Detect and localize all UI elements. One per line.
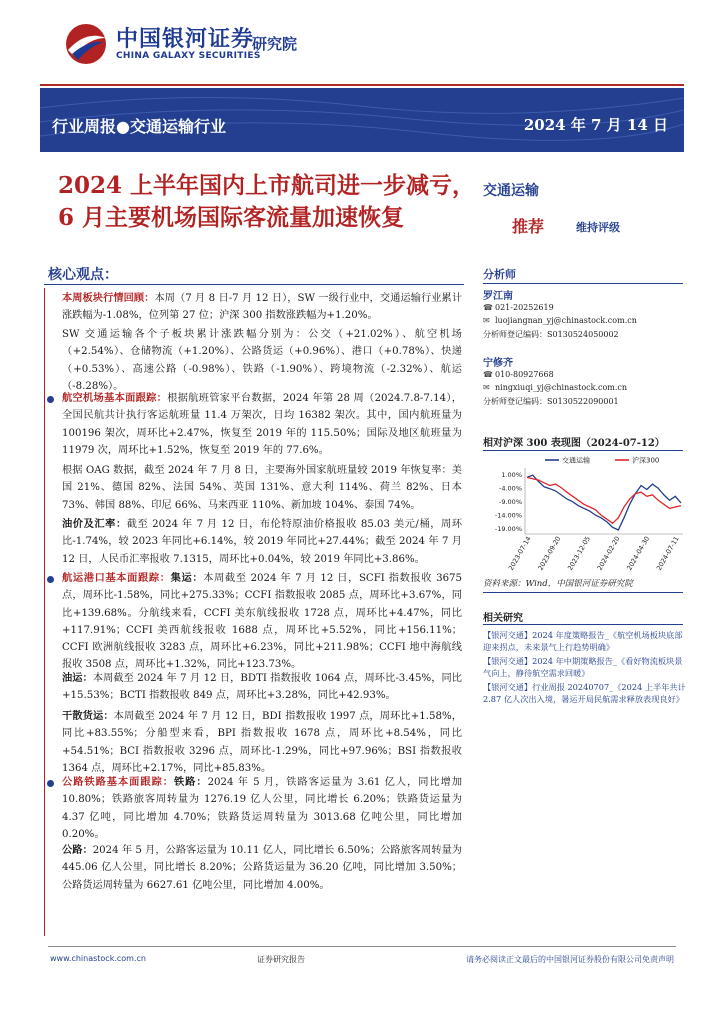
x-tick-label: 2024-07-11 [654, 535, 681, 572]
para-road: 公路：2024 年 5 月，公路客运量为 10.11 亿人，同比增长 6.50%；公路旅客周转量为 445.06 亿人公里，同比增长 8.20%；公路货运量为 36.20 亿吨，同比增加 3.50%；公路货运周转量为 6627.61 亿吨公里，同比增加 4.00%。 [62, 844, 462, 891]
related-report-1[interactable]: 【银河交通】2024 年度策略报告_《航空机场板块底部迎来拐点，未来景气上行趋势明确》 [483, 630, 683, 652]
analyst-1-name: 罗江南 [483, 291, 513, 302]
x-tick-label: 2023-09-20 [536, 535, 563, 572]
para-tanker: 油运：本周截至 2024 年 7 月 12 日，BDTI 指数报收 1064 点，周环比-3.45%，同比+15.53%；BCTI 指数报收 849 点，周环比+3.28%，同比+42.93%。 [62, 672, 462, 702]
series-line-2 [527, 477, 681, 523]
para-market-review: 本周板块行情回顾：本周（7 月 8 日-7 月 12 日），SW 一级行业中，交通运输行业累计涨跌幅为-1.08%，位列第 27 位；沪深 300 指数涨跌幅为+1.20%。 [62, 292, 463, 322]
analyst-1-phone: ☎ 021-20252619 [483, 303, 554, 312]
para-subsector-returns: SW 交通运输各个子板块累计涨跌幅分别为：公交（+21.02%）、航空机场（+2.54%）、仓储物流（+1.20%）、公路货运（+0.96%）、港口（+0.78%）、快递（+0.53%）、高速公路（-0.98%）、铁路（-1.90%）、跨境物流（-2.32%）、航运（-8.28%）。 [62, 329, 462, 392]
footer-divider [48, 946, 676, 947]
chart-divider [483, 450, 683, 451]
analyst-1-email[interactable]: ✉ luojiangnan_yj@chinastock.com.cn [483, 316, 637, 325]
core-heading: 核心观点： [48, 267, 118, 283]
legend-label-2: 沪深300 [632, 456, 660, 465]
report-date: 2024 年 7 月 14 日 [523, 116, 668, 134]
analyst-divider [483, 283, 683, 284]
analyst-2-email[interactable]: ✉ ningxiuqi_yj@chinastock.com.cn [483, 383, 628, 392]
core-side-rule [44, 288, 45, 936]
phone-icon: ☎ [483, 370, 493, 379]
analyst-heading: 分析师 [483, 268, 516, 281]
y-tick-label: 1.00% [501, 471, 522, 480]
bullet-icon [47, 576, 54, 583]
x-tick-label: 2023-07-14 [506, 535, 533, 572]
analyst-2-phone: ☎ 010-80927668 [483, 370, 554, 379]
para-oag: 根据 OAG 数据，截至 2024 年 7 月 8 日，主要海外国家航班量较 2019 年恢复率：美国 21%、德国 82%、法国 54%、英国 131%、意大利 114%、荷兰 82%、日本 73%、韩国 88%、印尼 66%、马来西亚 110%、新加坡 104%、泰国 74%。 [62, 465, 462, 511]
brand-name-cn: 中国银河证券 [116, 26, 255, 52]
y-tick-label: -4.00% [499, 484, 522, 493]
footer-disclaimer: 请务必阅读正文最后的中国银河证券股份有限公司免责声明 [466, 955, 674, 964]
analyst-2-name: 宁修齐 [483, 358, 513, 369]
brand-subtitle: 研究院 [252, 35, 298, 53]
para-dry-bulk: 干散货运：本周截至 2024 年 7 月 12 日，BDI 指数报收 1997 点，周环比+1.58%，同比+83.55%；分船型来看，BPI 指数报收 1678 点，周环比+8.54%，同比+54.51%；BCI 指数报收 3296 点，周环比-1.29%，同比+97.96%；BSI 指数报收 1364 点，周环比+2.17%，同比+85.83%。 [62, 710, 462, 774]
footer-center: 证券研究报告 [257, 955, 305, 964]
galaxy-logo-icon [62, 20, 110, 68]
related-heading: 相关研究 [483, 613, 523, 624]
related-report-2[interactable]: 【银河交通】2024 年中期策略报告_《看好物流板块景气向上，静待航空需求回暖》 [483, 656, 683, 678]
relative-performance-chart [483, 452, 693, 577]
chart-bottom-divider [483, 592, 683, 593]
y-tick-label: -9.00% [499, 498, 522, 507]
analyst-1-cert: 分析师登记编码：S0130524050002 [483, 330, 619, 339]
related-divider [483, 624, 683, 625]
para-rail: 公路铁路基本面跟踪：铁路：2024 年 5 月，铁路客运量为 3.61 亿人，同比增加 10.80%；铁路旅客周转量为 1276.19 亿人公里，同比增长 6.20%；铁路货运量为 4.37 亿吨，同比增加 4.70%；铁路货运周转量为 3013.68 亿吨公里，同比增加 0.20%。 [62, 776, 463, 840]
x-tick-label: 2023-12-05 [566, 535, 592, 572]
para-oil-fx: 油价及汇率：截至 2024 年 7 月 12 日，布伦特原油价格报收 85.03 美元/桶，周环比-1.74%，较 2023 年同比+6.14%，较 2019 年同比+27.44%；截至 2024 年 7 月 12 日，人民币汇率报收 7.1315，周环比+0.04%，较 2019 年同比+3.86%。 [62, 518, 463, 565]
rating-label: 维持评级 [576, 221, 620, 234]
legend-label-1: 交通运输 [562, 456, 590, 465]
report-banner [40, 88, 684, 152]
recommend-label: 推荐 [512, 217, 545, 236]
y-tick-label: -14.00% [494, 511, 522, 520]
title-line-1: 2024 上半年国内上市航司进一步减亏， [58, 172, 476, 199]
core-divider [44, 284, 464, 285]
brand-name-en: CHINA GALAXY SECURITIES [116, 51, 261, 61]
report-title [58, 170, 475, 234]
footer-website[interactable]: www.chinastock.com.cn [50, 954, 146, 963]
x-tick-label: 2024-02-20 [595, 535, 622, 572]
analyst-2-cert: 分析师登记编码：S0130522090001 [483, 397, 619, 406]
bullet-icon [47, 780, 54, 787]
chart-source: 资料来源：Wind，中国银河证券研究院 [483, 579, 633, 589]
bullet-icon [47, 396, 54, 403]
header-divider [40, 84, 684, 86]
title-line-2: 6 月主要机场国际客流量加速恢复 [58, 204, 405, 231]
para-aviation: 航空机场基本面跟踪：根据航班管家平台数据，2024 年第 28 周（2024.7.8-7.14），全国民航共计执行客运航班量 11.4 万架次，日均 16382 架次。其中，国内航班量为 100196 架次，周环比+2.47%，恢复至 2019 年的 115.50%；国际及地区航班量为 11979 次，周环比+1.52%，恢复至 2019 年的 77.6%。 [62, 392, 462, 456]
y-tick-label: -19.00% [494, 525, 522, 534]
related-report-3[interactable]: 【银河交通】行业周报 20240707_《2024 上半年共计 2.87 亿人次出入境，暑运开局民航需求释放表现良好》 [483, 682, 686, 704]
report-category: 行业周报●交通运输行业 [52, 117, 226, 136]
email-icon: ✉ [483, 383, 490, 392]
x-tick-label: 2024-04-30 [625, 535, 652, 572]
para-shipping: 航运港口基本面跟踪：集运：本周截至 2024 年 7 月 12 日，SCFI 指数报收 3675 点，周环比-1.58%，同比+275.33%；CCFI 指数报收 2085 点，周环比+3.67%，同比+139.68%。分航线来看，CCFI 美东航线报收 1728 点，周环比+4.47%，同比+117.91%；CCFI 美西航线报收 1688 点，周环比+5.52%，同比+156.11%；CCFI 欧洲航线报收 3283 点，周环比+6.23%，同比+211.98%；CCFI 地中海航线报收 3508 点，周环比+1.32%，同比+123.73%。 [62, 572, 463, 671]
sector-label: 交通运输 [483, 183, 539, 199]
series-line-1 [527, 475, 681, 530]
email-icon: ✉ [483, 316, 490, 325]
phone-icon: ☎ [483, 303, 493, 312]
chart-title: 相对沪深 300 表现图（2024-07-12） [483, 438, 665, 449]
